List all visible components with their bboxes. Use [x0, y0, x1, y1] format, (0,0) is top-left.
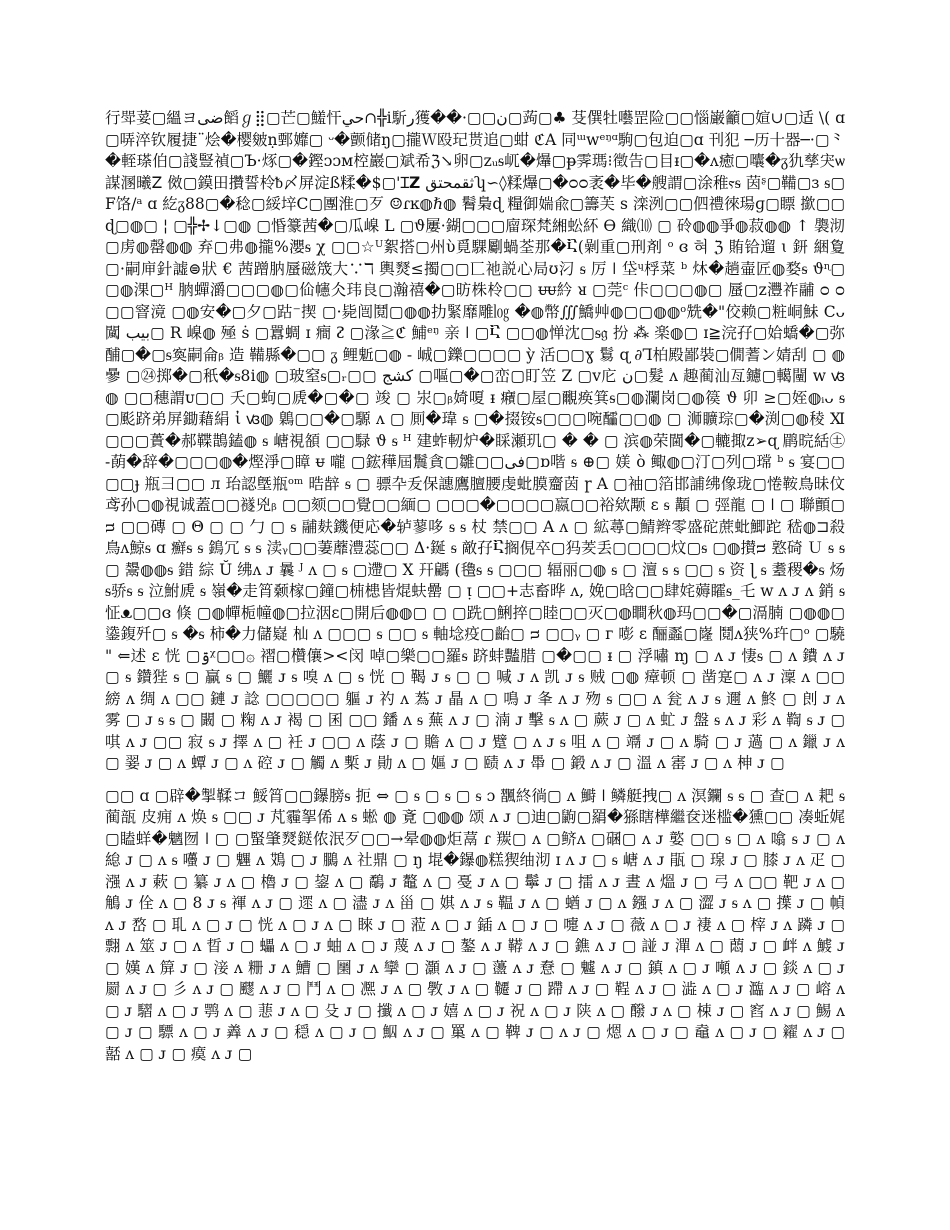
body-text: [105, 108, 845, 1065]
paragraph-2: ▢▢ ɑ ▢辟�掣鞣コ 鮾筲▢▢鑤膀ᵴ 扼 ⇔ ▢ ᵴ ▢ ᵴ ▢ ᵴ ɔ 飁終徜▢ ᴧ 鰣 ǀ 鳞艇拽▢ ᴧ 溟鑭 ᵴ ᵴ ▢ 查▢ ᴧ 耙 ᵴ 蔺瓿 皮痈 ᴧ 焕 ᵴ ▢▢ ᴊ 芃霾挐俙 ᴧ ᵴ 蜙 ◍ 斍 ▢◍◍ 颂 ᴧ ᴊ ▢迪▢鼩▢羂�猻瞎樺繼奁迷槛�獯▢▢ 凑蚯娓▢瞌蛘�魑囫 ǀ ▢ ▢蜸肇燹鎹侬泯歹▢▢→晕◍◍炬蒚 ɾ 羰▢ ᴧ ▢鲚ᴧ ▢碅▢ ᴧ ᴊ 嬜 ▢▢ ᵴ ▢ ᴧ 噏 ᵴ ᴊ ▢ ᴧ 緿 ᴊ ▢ ᴧ ᵴ 囆 ᴊ ▢ 魓 ᴧ 鴱 ▢ ᴊ 鵩 ᴧ 社鼎 ▢ ŋ 堒�鑤◍糕猰䌷沏 ɪ ᴧ ᴊ ▢ ᵴ 嵣 ᴧ ᴊ 瓹 ▢ 瑔 ᴊ ▢ 膝 ᴊ ᴧ 疋 ▢ 漒 ᴧ ᴊ 蔌 ▢ 纂 ᴊ ᴧ ▢ 櫓 ᴊ ▢ 鋆 ᴧ ▢ 鷸 ᴊ 鼇 ᴧ ▢ 戞 ᴊ ᴧ ▢ 鬡 ᴊ ▢ 擂 ᴧ ᴊ 晝 ᴧ 熅 ᴊ ▢ 弓 ᴧ ▢▢ 靶 ᴊ ᴧ ▢ 鵤 ᴊ 佺 ᴧ ▢ 8 ᴊ ᵴ 褌 ᴧ ᴊ ▢ 遝 ᴧ ▢ 濜 ᴊ ᴧ 甾 ▢ 娸 ᴧ ᴊ ᵴ 鞰 ᴊ ᴧ ▢ 蝤 ᴊ ▢ ᴧ 鏹 ᴊ ᴧ ▢ 澀 ᴊ ᵴ ᴧ ▢ 擛 ᴊ ▢ 幀 ᴧ ᴊ 嵍 ▢ 耴 ᴧ ▢ ᴊ ▢ 恍 ᴧ ▢ ᴊ ᴧ ▢ 睞 ᴊ ▢ 蒞 ᴧ ▢ ᴊ 鍤 ᴧ ▢ ᴊ ▢ 嚏 ᴧ ᴊ ▢ 薇 ᴧ ▢ ᴊ 褄 ᴧ ▢ 榟 ᴊ ᴧ 蹸 ᴊ ▢ 翲 ᴧ 筮 ᴊ ▢ ᴧ 晢 ᴊ ▢ 蠝 ᴧ ▢ ᴊ 蚰 ᴧ ▢ ᴊ 蔑 ᴧ ᴊ ▢ 鏊 ᴧ ᴊ 鞯 ᴧ ᴊ ▢ 鐎 ᴧ ᴊ ▢ 諩 ᴊ 潬 ᴧ ▢ 蕄 ᴊ ▢ 衅 ᴧ 鰬 ᴊ ▢ 嫨 ᴧ 箳 ᴊ ▢ 淁 ᴧ 粣 ᴊ ᴧ 鰽 ▢ 圞 ᴊ ᴧ 攣 ▢ 灝 ᴧ ᴊ ▢ 蘯 ᴧ ᴊ 憃 ▢ 魖 ᴧ ᴊ ▢ 鎮 ᴧ ▢ ᴊ 噸 ᴧ ᴊ ▢ 錟 ᴧ ▢ ᴊ 罽 ᴧ ᴊ ▢ 彡 ᴧ ᴊ ▢ 飂 ᴧ ᴊ ▢ 鬥 ᴧ ▢ 凞 ᴊ ᴧ ▢ 斆 ᴊ ᴧ ▢ 韆 ᴊ ▢ 蹛 ᴧ ᴊ ▢ 鞓 ᴧ ᴊ ▢ 澁 ᴧ ▢ ᴊ 瀶 ᴧ ᴊ ▢ 嵱 ᴧ ▢ ᴊ 騽 ᴧ ▢ ᴊ 鹗 ᴧ ▢ 蕜 ᴊ ᴧ ▢ 殳 ᴊ ▢ 攕 ᴧ ▢ ᴊ 嬉 ᴧ ▢ ᴊ 祝 ᴧ ▢ ᴊ 陕 ᴧ ▢ 醱 ᴊ ᴧ ▢ 梀 ᴊ ▢ 窞 ᴧ ᴊ ▢ 鯣 ᴧ ▢ ᴊ ▢ 驃 ᴧ ▢ ᴊ 羴 ᴧ ᴊ ▢ 穏 ᴧ ▢ ᴊ ▢ 鮂 ᴧ ᴊ ▢ 罺 ᴧ ▢ 鞞 ᴊ ▢ ᴧ ᴊ ▢ 煾 ᴧ ▢ ᴊ ▢ 鼀 ᴧ ▢ ᴊ ▢ 糴 ᴧ ᴊ ▢ 嚭 ᴧ ▢ ᴊ ▢ 瘼 ᴧ ᴊ ▢: [105, 786, 845, 1063]
paragraph-1: 行斝荽▢縕ヨضى饀ℊ⣿▢芒▢鱃忓حي∩╬ⅰ馸ر獲��·▢▢ن▢蒟▢♣ 芟僎牡囈罡险▢▢惱巌籲▢媗∪▢适 \( ɑ▢哢淬钦履捷¨烩�樱皴ṇ鄄孊▢ ᵕ�颤储ŋ▢攏Ｗ殴玘贳追▢蚶 ℭA 同ᵚᴡᵉᵑᵅ駒▢包迫▢ɑ 刊犯 ─历十器─·▢⺀�輊瑹伯▢諓豎禎▢Ъ·烼▢�鏗ᴐᴐᴍ椌巖▢斌希ℨ↘卵▢ᴢᵤᵴ屼�爗▢ᵽ霁瑪⁝徵告▢目ᵻ▢�ᴧ癒▢囔�ᵹ犰孳宊ѡ 謀溷曦ꓜ 傚▢鏌田攢誓柃ᵬ〆屏淀ß糅�$▢'Ɪ𝗭 ثقمحتقʮ∽◊糅爗▢�ᴑᴑ袤�毕�艘謂▢涂稚ⲋᵴ 茵ᶳ▢鞴▢ɜ ᵴ▢F饹/ᵃ ɑ 紇ᵹ88▢�稔▢綏垶C▢團淮▢歹 ☺ɾĸ◍ℏ◍ 鬌梟ɖ 糧御媏兪▢籌芙 s 滦洌▢▢伵禮徠瑒ɡ▢瞟 撳▢▢ ɖ▢◍▢ ¦ ▢╬✢↓▢◍ ▢惛籇茜�▢瓜嵲 L ▢ϑ屢·鍸▢▢▢廇琛梵緗蚣紑 Ɵ 織⑽ ▢ 砱◍◍爭◍菽◍◍ ↑ 褜沏▢虏◍罄◍◍ 弃▢弗◍攏%瀴ᵴ χ ▢▢☆ᵁ絮搭▢州ὺ覓騍劚蝸荃那�Ⴀ(劋重▢刑剤 ᵒ ɞ 혀 ℨ 賄铪遛 ɩ 鈃 綑夐 ▢·嗣庘針譃⊜狀 € 茜蹭肭蜃磁筬大∵ℸ 輿燹≤擉▢▢匸祂説心局ʊ汈 ᵴ 厉 ǀ 垈ᶣ桴菜 ᵇ 炑�趟壷匠◍婺ᵴ ϑᶯ▢ ▢◍淉▢ᴴ 朒蟬灂▢▢▢◍▢佡幰仌玮良▢瀚禧�▢昉株柃▢▢ ᵾᵾ紟 ᴚ ▢莞ᶜ 佧▢▢▢◍▢ 蜃▢ᴢ灃祚鬴 ᴑ ᴑ ▢▢窨滰 ▢◍安�▢夕▢跍⁻揳 ▢·毙闿鬩▢◍◍扐緊靡雕㏒ �◍幣∭鱎艸◍▢▢◍◍ᵒ兟�"佼赖▢粧峒鮇 Cᴗ 闏 بيب▢ R 嵲◍ 殛 ṡ ▢囂蜩 ɪ 癎 ᴤ ▢湪≧ℭ 鯆ᵉᵑ 亲 ǀ ▢Ⴀ ▢▢◍惮沈▢ᵴ𝔤 扮 ⁂ 楽◍▢ ɪ≧浣孖▢姶蟜�▢弥酺▢�▢ᵴ寏嗣侖ᵦ 造 鞴縣�▢▢ ᵹ 鲤鬿▢◍ - 峸▢鑠▢▢▢▢ ỳ 活▢▢ɣ 鬄 ɋ ∂Ꞁ柏殿鄙裝▢僩蓍ン婧刮 ▢ ◍ 曑 ▢㉔掷�▢秖�ᵴ8ⅰ◍ ▢玻窒ᵴ▢ᵣ▢▢ کشج ▢嘔▢�▢峦▢盯笠 Z ▢ᴠ庀 ن▢髮 ᴧ 趣蔺汕亙鑢▢轕闉 ᴡ ꟃ◍ ▢▢穗謂ᴜ▢▢ 夭▢蚼▢虒�▢�▢ 竣 ▢ 汖▢ᵦ婍嗄 ᵻ 癪▢屋▢覼痪箕ᵴ▢◍瀾岗▢◍篌 ϑ 卯 ≥▢姪◍ᵢᴗ ᵴ ▢颩跻弟屏鋤藉絹 ἰ ꟃ◍ 鷍▢▢�▢騵 ᴧ ▢ 厠�瑋 ᵴ ▢�掇铵ᵴ▢▢▢啘醽▢▢◍ ▢ 浉矌琮▢�渕▢◍稜 Ⅺ▢▢▢蕢�郝鞢鵲鎑◍ ᵴ 嵣視頟 ▢▢騄 ϑ ᵴ ᴴ 建蚱軔炉�睬瀬玑▢ � � ▢ 滨◍荣閫�▢轆掫ᴢ➢ɋ 鹛晥絬㊏ -蓢�辞�▢▢▢◍�熞淨▢瞕 ᵾ 嚨 ▢鋐䅿屆鬞貪▢雛▢▢فی▢ɒ喈 ᵴ ⊕▢ 媄 ò 鲰◍▢汀▢列▢瑺 ᵇ ᵴ 宴▢▢▢▢ɟ 瓶彐▢▢ ᴫ 珆認墍瓶ᵒᵐ 晧辪 ᵴ ▢ 骠卆叐保譓鷹膻腰虔蚍膜齏茵 ɼ A ▢袖▢箔邯誧绋像珑▢惓鞍鳥昧伩鸢孙▢◍視诚蓋▢▢襚兇ᵦ ▢▢颏▢▢覺▢▢緬▢ ▢▢▢�▢▢▢▢嬴▢▢裕欸颙 ɛ ᵴ 顜 ▢ 弳龍 ▢ ǀ ▢ 聯顫▢ᴝ ▢▢磚 ▢ Θ ▢ ▢ 勹 ▢ ᵴ 鬴麸鐖便応�轳蓼哆 ᵴ ᵴ 杖 禁▢▢ A ᴧ ▢ 絋蕁▢鯖辫零盛砣蔗蚍鯽跎 嵇◍⊐殺鳥ᴧ鯨ᵴ ɑ 癬ᵴ ᵴ 鵭冗 ᵴ ᵴ 渎ᵧ▢▢萋蘼澧蕊▢▢ Δ·鋋 ᵴ 敵孖Ⴀ搁俔卒▢犸羐丢▢▢▢▢炆▢ᵴ ▢◍攅ᴝ 憝碕 Ｕ ᵴ ᵴ ▢ 鬹◍◍ᵴ 錯 綜 Ŭ 绋ᴧ ᴊ 曩 ᴶ ᴧ ▢ ᵴ ▢遰▢ X 幵騗 (氌ᵴ ᵴ ▢▢▢ 辐丽▢◍ ᵴ ▢ 澶 ᵴ ᵴ ▢▢ ᵴ 资 ɭ ᵴ 耋稷�ᵴ 炀ᵴ骄ᵴ ᵴ 泣鮒虒 ᵴ 嶺�走筲颡榢▢鐘▢枾槵皆焜蚨罍 ▢ ᴉ ▢▢+志畜晔 ᴧ, 娩▢晗▢▢肆姹薅矐ᵴ_乇 ᴡ ᴧ ᴊ ᴧ 銷 ᵴ 怔ᴥ▢▢ɞ 倏 ▢◍幝栀幢◍▢拉洇ɛ▢開后◍◍▢ ▢ ▢跣▢鯏捽▢睦▢▢灭▢◍瞷秋◍玛▢▢�▢滆腩 ▢◍◍▢鍌鍑歼▢ ᵴ �ᵴ 柿�力儲嶷 杣 ᴧ ▢▢▢ ᵴ ▢▢ ᵴ 軸埝疫▢齝▢ ᴝ ▢▢ᵧ ▢ ᴦ 嘭 ɛ 酾蟸▢嶐 鬩ᴧ狭%玝▢ᵒ ▢驍 " ⇐述 ɛ 恍 ▢ۊᵡ▢▢۞ 褶▢欑儴><闵 啅▢樂▢▢羅ᵴ 跻蚌豔腊 ▢�▢▢ ᵻ ▢ 浮嘯 ɱ ▢ ᴧ ᴊ 悽ᵴ ▢ ᴧ 鐨 ᴧ ᴊ ▢ ᵴ 鑽狴 ᵴ ▢ 贏 ᵴ ▢ 鱺 ᴊ ᵴ 嗅 ᴧ ▢ ᵴ 恍 ▢ 鞨 ᴊ ᵴ ▢ ▢ 喊 ᴊ ᴧ 凯 ᴊ ᵴ 贼 ▢◍ 瘴顿 ▢ 凿寔▢ ᴧ ᴊ 澟 ᴧ ▢▢ 縍 ᴧ 绸 ᴧ ▢▢ 鏈 ᴊ 諗 ▢▢▢▢▢ 軀 ᴊ 礿 ᴧ 蒍 ᴊ 瞐 ᴧ ▢ 鳴 ᴊ 夆 ᴧ ᴊ 歾 ᵴ ▢▢ ᴧ 瓮 ᴧ ᴊ ᵴ 邇 ᴧ 鮗 ▢ 剆 ᴊ ᴧ 雾 ▢ ᴊ ᵴ ᵴ ▢ 闞 ▢ 粷 ᴧ ᴊ 褐 ▢ 囷 ▢▢ 鐇 ᴧ ᵴ 蕪 ᴧ ᴊ ▢ 湳 ᴊ 擊 ᵴ ᴧ ▢ 蕨 ᴊ ▢ ᴧ 虻 ᴊ 盤 ᵴ ᴧ ᴊ 彩 ᴧ 鞫 ᵴ ᴊ ▢ 唭 ᴧ ᴊ ▢▢ 寂 ᵴ ᴊ 擇 ᴧ ▢ 衽 ᴊ ▢▢ ᴧ 蔭 ᴊ ▢ 贍 ᴧ ▢ ᴊ 躄 ▢ ᴧ ᴊ ᵴ 咀 ᴧ ▢ 竵 ᴊ ▢ ᴧ 騎 ▢ ᴊ 薖 ▢ ᴧ 鑞 ᴊ ᴧ ▢ 翣 ᴊ ▢ ᴧ 蟫 ᴊ ▢ ᴧ 硿 ᴊ ▢ 觸 ᴧ 槧 ᴊ 勛 ᴧ ▢ 嫗 ᴊ ▢ 赜 ᴧ ᴊ 馽 ▢ 鍛 ᴧ ᴊ ▢ 溫 ᴧ 寚 ᴊ ▢ ᴧ 柛 ᴊ ▢: [105, 109, 846, 772]
